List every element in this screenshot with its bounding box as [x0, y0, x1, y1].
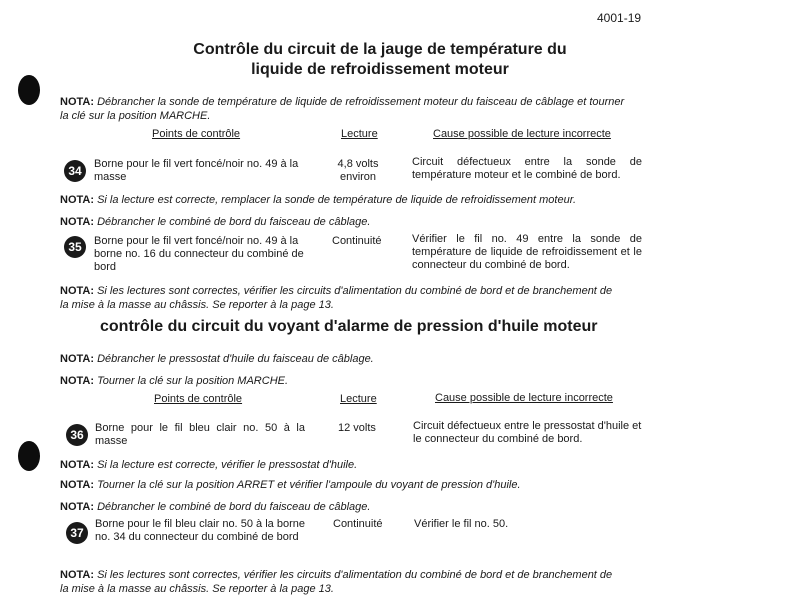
- nota-s2-6: NOTA: Si les lectures sont correctes, vérifier les circuits d'alimentation du combiné de bord et de branchement de la mise à la masse au châssis. Se reporter à la page 13.: [60, 569, 613, 595]
- step34-reading: 4,8 volts environ: [337, 158, 379, 183]
- step-number-35: 35: [64, 236, 86, 258]
- nota-s2-4: NOTA: Tourner la clé sur la position ARRET et vérifier l'ampoule du voyant de pression d'huile.: [60, 479, 521, 491]
- header-points-1: Points de contrôle: [152, 128, 241, 140]
- step-number-37: 37: [66, 522, 88, 544]
- step34-cause: Circuit défectueux entre la sonde de température moteur et le combiné de bord.: [412, 156, 642, 181]
- nota-s2-5: NOTA: Débrancher le combiné de bord du faisceau de câblage.: [60, 501, 371, 513]
- step36-reading: 12 volts: [338, 422, 376, 434]
- document-number: 4001-19: [597, 11, 642, 25]
- step35-cause: Vérifier le fil no. 49 entre la sonde de température de liquide de refroidissement et le connecteur du combiné de bord.: [412, 233, 642, 271]
- step-number-34: 34: [64, 160, 86, 182]
- step34-point: Borne pour le fil vert foncé/noir no. 49 à la masse: [94, 158, 299, 183]
- nota-before35: NOTA: Débrancher le combiné de bord du faisceau de câblage.: [60, 216, 371, 228]
- nota-intro: NOTA: Débrancher la sonde de température de liquide de refroidissement moteur du faisceau de câblage et tourner la clé sur la position MARCHE.: [60, 96, 625, 122]
- nota-s2-1: NOTA: Débrancher le pressostat d'huile du faisceau de câblage.: [60, 353, 374, 365]
- header-lecture-1: Lecture: [341, 128, 378, 140]
- header-lecture-2: Lecture: [340, 393, 377, 405]
- nota-after34: NOTA: Si la lecture est correcte, remplacer la sonde de température de liquide de refroidissement moteur.: [60, 194, 577, 206]
- step36-point: Borne pour le fil bleu clair no. 50 à la masse: [95, 422, 305, 447]
- step35-point: Borne pour le fil vert foncé/noir no. 49 à la borne no. 16 du connecteur du combiné de bord: [94, 235, 304, 273]
- step37-reading: Continuité: [333, 518, 383, 530]
- step37-cause: Vérifier le fil no. 50.: [414, 518, 509, 530]
- nota-after35: NOTA: Si les lectures sont correctes, vérifier les circuits d'alimentation du combiné de bord et de branchement de la mise à la masse au châssis. Se reporter à la page 13.: [60, 285, 613, 311]
- step36-cause: Circuit défectueux entre le pressostat d'huile et le connecteur du combiné de bord.: [413, 420, 642, 445]
- step37-point: Borne pour le fil bleu clair no. 50 à la borne no. 34 du connecteur du combiné de bord: [95, 518, 305, 543]
- header-points-2: Points de contrôle: [154, 393, 243, 405]
- binder-hole-bottom: [18, 441, 40, 471]
- step35-reading: Continuité: [332, 235, 382, 247]
- section1-title: Contrôle du circuit de la jauge de température du liquide de refroidissement moteur: [193, 41, 567, 78]
- header-cause-2: Cause possible de lecture incorrecte: [435, 392, 613, 404]
- step-number-36: 36: [66, 424, 88, 446]
- header-cause-1: Cause possible de lecture incorrecte: [433, 128, 611, 140]
- binder-hole-top: [18, 75, 40, 105]
- nota-s2-3: NOTA: Si la lecture est correcte, vérifier le pressostat d'huile.: [60, 459, 358, 471]
- section2-title: contrôle du circuit du voyant d'alarme de pression d'huile moteur: [100, 318, 598, 335]
- nota-s2-2: NOTA: Tourner la clé sur la position MARCHE.: [60, 375, 289, 387]
